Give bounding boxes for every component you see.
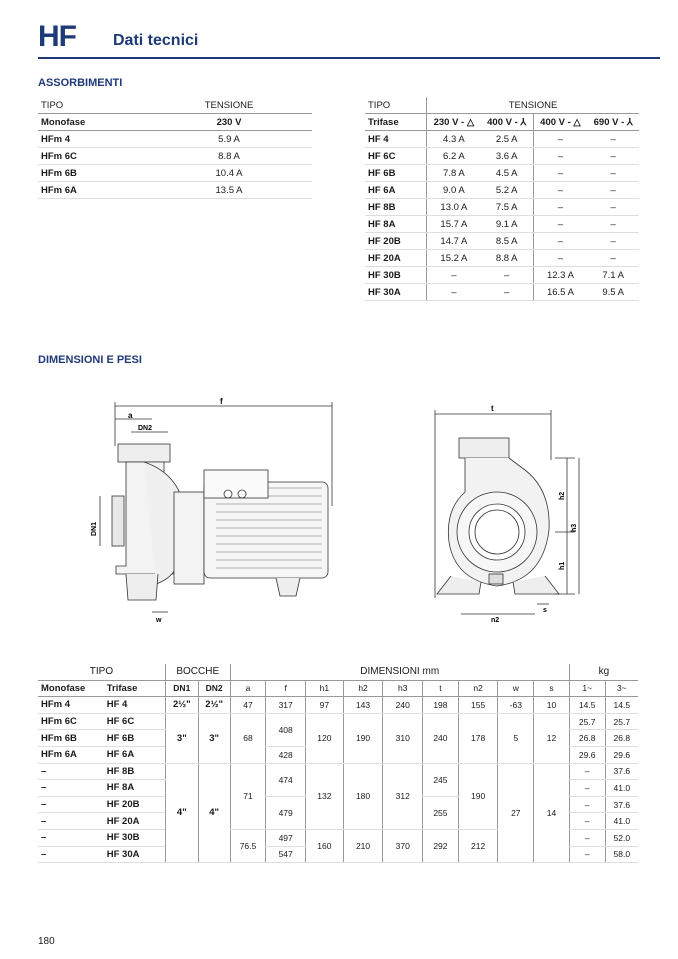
- sub-tipo: Trifase: [365, 114, 427, 131]
- model-cell: HF 20A: [365, 250, 427, 267]
- model-cell: HF 8A: [365, 216, 427, 233]
- model-cell: HF 20B: [365, 233, 427, 250]
- kg1-cell: –: [569, 796, 605, 813]
- kg3-cell: 37.6: [605, 796, 638, 813]
- page-title: Dati tecnici: [113, 32, 199, 49]
- value-cell: –: [533, 148, 587, 165]
- a-cell: 47: [230, 697, 266, 714]
- t-cell: 245: [423, 763, 459, 796]
- dn2-cell: 4": [198, 763, 230, 863]
- voltage-header: 400 V - ⅄: [481, 114, 533, 131]
- three-phase-table: [365, 97, 639, 301]
- dim-label-h2: h2: [559, 491, 566, 500]
- col-dn1: DN1: [165, 680, 198, 697]
- kg1-cell: –: [569, 763, 605, 780]
- table-row: [365, 250, 639, 267]
- table-subheader-row: [365, 114, 639, 131]
- model-mono: –: [38, 813, 104, 830]
- col-h1: h1: [306, 680, 344, 697]
- value-cell: 3.6 A: [481, 148, 533, 165]
- value-cell: –: [587, 131, 639, 148]
- table-row: [38, 713, 638, 730]
- col-n2: n2: [458, 680, 498, 697]
- col-f: f: [266, 680, 306, 697]
- value-cell: –: [587, 148, 639, 165]
- kg3-cell: 29.6: [605, 746, 638, 763]
- dim-label-f: f: [220, 397, 223, 406]
- kg1-cell: –: [569, 780, 605, 797]
- voltage-header: 230 V - △: [427, 114, 481, 131]
- value-cell: –: [427, 267, 481, 284]
- table-row: [38, 697, 638, 714]
- brand-title: HF: [38, 20, 76, 53]
- model-tri: HF 20A: [104, 813, 166, 830]
- h1-cell: 120: [306, 713, 344, 763]
- value-cell: –: [533, 165, 587, 182]
- model-cell: HF 6C: [365, 148, 427, 165]
- value-cell: –: [533, 199, 587, 216]
- kg3-cell: 41.0: [605, 780, 638, 797]
- t-cell: 198: [423, 697, 459, 714]
- kg3-cell: 14.5: [605, 697, 638, 714]
- model-mono: HFm 6B: [38, 730, 104, 747]
- model-mono: –: [38, 796, 104, 813]
- model-tri: HF 30A: [104, 846, 166, 863]
- h2-cell: 143: [343, 697, 383, 714]
- section-title-dimensions: DIMENSIONI E PESI: [38, 354, 142, 366]
- dim-label-h3: h3: [571, 523, 578, 532]
- t-cell: 240: [423, 713, 459, 763]
- value-cell: 16.5 A: [533, 284, 587, 301]
- value-cell: 7.5 A: [481, 199, 533, 216]
- table-row: [365, 131, 639, 148]
- table-row: [365, 199, 639, 216]
- col-tipo: TIPO: [365, 97, 427, 114]
- value-cell: –: [427, 284, 481, 301]
- table-header-row: [38, 97, 312, 114]
- table-row: [365, 182, 639, 199]
- dim-label-h1: h1: [559, 561, 566, 570]
- t-cell: 255: [423, 796, 459, 829]
- s-cell: 10: [534, 697, 570, 714]
- value-cell: 6.2 A: [427, 148, 481, 165]
- a-cell: 76.5: [230, 829, 266, 862]
- value-cell: –: [587, 182, 639, 199]
- model-cell: HF 6B: [365, 165, 427, 182]
- w-cell: -63: [498, 697, 534, 714]
- h3-cell: 370: [383, 829, 423, 862]
- col-tensione: TENSIONE: [427, 97, 640, 114]
- col-a: a: [230, 680, 266, 697]
- value-cell: 12.3 A: [533, 267, 587, 284]
- dim-label-dn2: DN2: [138, 425, 153, 432]
- table-subheader-row: [38, 680, 638, 697]
- n2-cell: 155: [458, 697, 498, 714]
- value-cell: –: [481, 267, 533, 284]
- col-kg-1: 1~: [569, 680, 605, 697]
- s-cell: 14: [534, 763, 570, 863]
- model-mono: –: [38, 780, 104, 797]
- value-cell: 8.8 A: [146, 148, 312, 165]
- model-tri: HF 30B: [104, 829, 166, 846]
- value-cell: 15.2 A: [427, 250, 481, 267]
- model-tri: HF 8B: [104, 763, 166, 780]
- dim-label-dn1: DN1: [91, 521, 98, 536]
- header-kg: kg: [569, 664, 638, 680]
- t-cell: 292: [423, 829, 459, 862]
- w-cell: 5: [498, 713, 534, 763]
- n2-cell: 190: [458, 763, 498, 829]
- h1-cell: 160: [306, 829, 344, 862]
- three-phase-body: [365, 131, 639, 301]
- model-tri: HF 6A: [104, 746, 166, 763]
- model-mono: HFm 4: [38, 697, 104, 714]
- h2-cell: 190: [343, 713, 383, 763]
- value-cell: 8.8 A: [481, 250, 533, 267]
- header-bocche: BOCCHE: [165, 664, 230, 680]
- model-tri: HF 20B: [104, 796, 166, 813]
- value-cell: 8.5 A: [481, 233, 533, 250]
- value-cell: –: [587, 199, 639, 216]
- model-tri: HF 8A: [104, 780, 166, 797]
- value-cell: –: [587, 233, 639, 250]
- dn2-cell: 2½": [198, 697, 230, 714]
- value-cell: –: [533, 233, 587, 250]
- model-mono: HFm 6A: [38, 746, 104, 763]
- f-cell: 547: [266, 846, 306, 863]
- table-row: [38, 763, 638, 780]
- col-monofase: Monofase: [38, 680, 104, 697]
- table-row: [38, 148, 312, 165]
- dim-label-w: w: [156, 617, 162, 624]
- model-cell: HFm 4: [38, 131, 146, 148]
- value-cell: 10.4 A: [146, 165, 312, 182]
- model-cell: HFm 6B: [38, 165, 146, 182]
- h2-cell: 180: [343, 763, 383, 829]
- value-cell: –: [533, 182, 587, 199]
- col-tensione: TENSIONE: [146, 97, 312, 114]
- s-cell: 12: [534, 713, 570, 763]
- table-row: [365, 165, 639, 182]
- value-cell: 14.7 A: [427, 233, 481, 250]
- value-cell: 13.0 A: [427, 199, 481, 216]
- value-cell: 9.1 A: [481, 216, 533, 233]
- kg3-cell: 26.8: [605, 730, 638, 747]
- col-h3: h3: [383, 680, 423, 697]
- value-cell: 4.3 A: [427, 131, 481, 148]
- col-t: t: [423, 680, 459, 697]
- value-cell: –: [533, 131, 587, 148]
- table-row: [38, 165, 312, 182]
- kg3-cell: 25.7: [605, 713, 638, 730]
- dn2-cell: 3": [198, 713, 230, 763]
- col-h2: h2: [343, 680, 383, 697]
- a-cell: 68: [230, 713, 266, 763]
- n2-cell: 178: [458, 713, 498, 763]
- value-cell: –: [481, 284, 533, 301]
- dn1-cell: 2½": [165, 697, 198, 714]
- value-cell: –: [533, 216, 587, 233]
- f-cell: 474: [266, 763, 306, 796]
- model-mono: HFm 6C: [38, 713, 104, 730]
- kg1-cell: –: [569, 829, 605, 846]
- model-mono: –: [38, 829, 104, 846]
- f-cell: 317: [266, 697, 306, 714]
- table-header-row: [365, 97, 639, 114]
- kg3-cell: 52.0: [605, 829, 638, 846]
- kg1-cell: 26.8: [569, 730, 605, 747]
- h2-cell: 210: [343, 829, 383, 862]
- col-tipo: TIPO: [38, 97, 146, 114]
- table-row: [365, 284, 639, 301]
- table-header-row: [38, 664, 638, 680]
- model-tri: HF 6B: [104, 730, 166, 747]
- dn1-cell: 3": [165, 713, 198, 763]
- model-cell: HF 8B: [365, 199, 427, 216]
- a-cell: 71: [230, 763, 266, 829]
- model-tri: HF 6C: [104, 713, 166, 730]
- dim-label-a: a: [128, 411, 133, 420]
- model-tri: HF 4: [104, 697, 166, 714]
- model-cell: HF 6A: [365, 182, 427, 199]
- table-row: [365, 233, 639, 250]
- kg1-cell: –: [569, 813, 605, 830]
- h1-cell: 132: [306, 763, 344, 829]
- section-title-absorption: ASSORBIMENTI: [38, 77, 123, 89]
- pump-front-view-drawing: [425, 400, 585, 622]
- value-cell: 4.5 A: [481, 165, 533, 182]
- model-cell: HF 4: [365, 131, 427, 148]
- header-rule: [38, 57, 660, 59]
- table-row: [365, 216, 639, 233]
- dim-label-s: s: [543, 607, 547, 614]
- f-cell: 479: [266, 796, 306, 829]
- sub-voltage: 230 V: [146, 114, 312, 131]
- h3-cell: 310: [383, 713, 423, 763]
- h3-cell: 240: [383, 697, 423, 714]
- table-row: [38, 131, 312, 148]
- model-cell: HF 30A: [365, 284, 427, 301]
- f-cell: 497: [266, 829, 306, 846]
- col-s: s: [534, 680, 570, 697]
- value-cell: 7.1 A: [587, 267, 639, 284]
- kg1-cell: –: [569, 846, 605, 863]
- w-cell: 27: [498, 763, 534, 863]
- col-kg-3: 3~: [605, 680, 638, 697]
- voltage-header: 400 V - △: [533, 114, 587, 131]
- table-row: [365, 267, 639, 284]
- model-mono: –: [38, 763, 104, 780]
- dim-label-t: t: [491, 404, 494, 413]
- kg3-cell: 37.6: [605, 763, 638, 780]
- col-trifase: Trifase: [104, 680, 166, 697]
- model-mono: –: [38, 846, 104, 863]
- model-cell: HFm 6C: [38, 148, 146, 165]
- value-cell: –: [533, 250, 587, 267]
- value-cell: 15.7 A: [427, 216, 481, 233]
- value-cell: 5.2 A: [481, 182, 533, 199]
- value-cell: 9.5 A: [587, 284, 639, 301]
- header-dimensioni: DIMENSIONI mm: [230, 664, 569, 680]
- kg1-cell: 14.5: [569, 697, 605, 714]
- value-cell: 7.8 A: [427, 165, 481, 182]
- h1-cell: 97: [306, 697, 344, 714]
- voltage-header: 690 V - ⅄: [587, 114, 639, 131]
- single-phase-table: [38, 97, 312, 199]
- table-row: [38, 182, 312, 199]
- value-cell: 5.9 A: [146, 131, 312, 148]
- kg1-cell: 25.7: [569, 713, 605, 730]
- h3-cell: 312: [383, 763, 423, 829]
- kg3-cell: 41.0: [605, 813, 638, 830]
- n2-cell: 212: [458, 829, 498, 862]
- kg1-cell: 29.6: [569, 746, 605, 763]
- model-cell: HF 30B: [365, 267, 427, 284]
- sub-tipo: Monofase: [38, 114, 146, 131]
- value-cell: –: [587, 165, 639, 182]
- model-cell: HFm 6A: [38, 182, 146, 199]
- col-w: w: [498, 680, 534, 697]
- col-dn2: DN2: [198, 680, 230, 697]
- table-subheader-row: [38, 114, 312, 131]
- value-cell: 13.5 A: [146, 182, 312, 199]
- f-cell: 428: [266, 746, 306, 763]
- pump-side-view-drawing: [86, 396, 356, 624]
- dn1-cell: 4": [165, 763, 198, 863]
- header-tipo: TIPO: [38, 664, 165, 680]
- f-cell: 408: [266, 713, 306, 746]
- kg3-cell: 58.0: [605, 846, 638, 863]
- value-cell: –: [587, 216, 639, 233]
- table-row: [365, 148, 639, 165]
- dim-label-n2: n2: [491, 617, 500, 624]
- value-cell: 9.0 A: [427, 182, 481, 199]
- dimensions-table: [38, 664, 638, 863]
- value-cell: –: [587, 250, 639, 267]
- page-number: 180: [38, 936, 55, 947]
- value-cell: 2.5 A: [481, 131, 533, 148]
